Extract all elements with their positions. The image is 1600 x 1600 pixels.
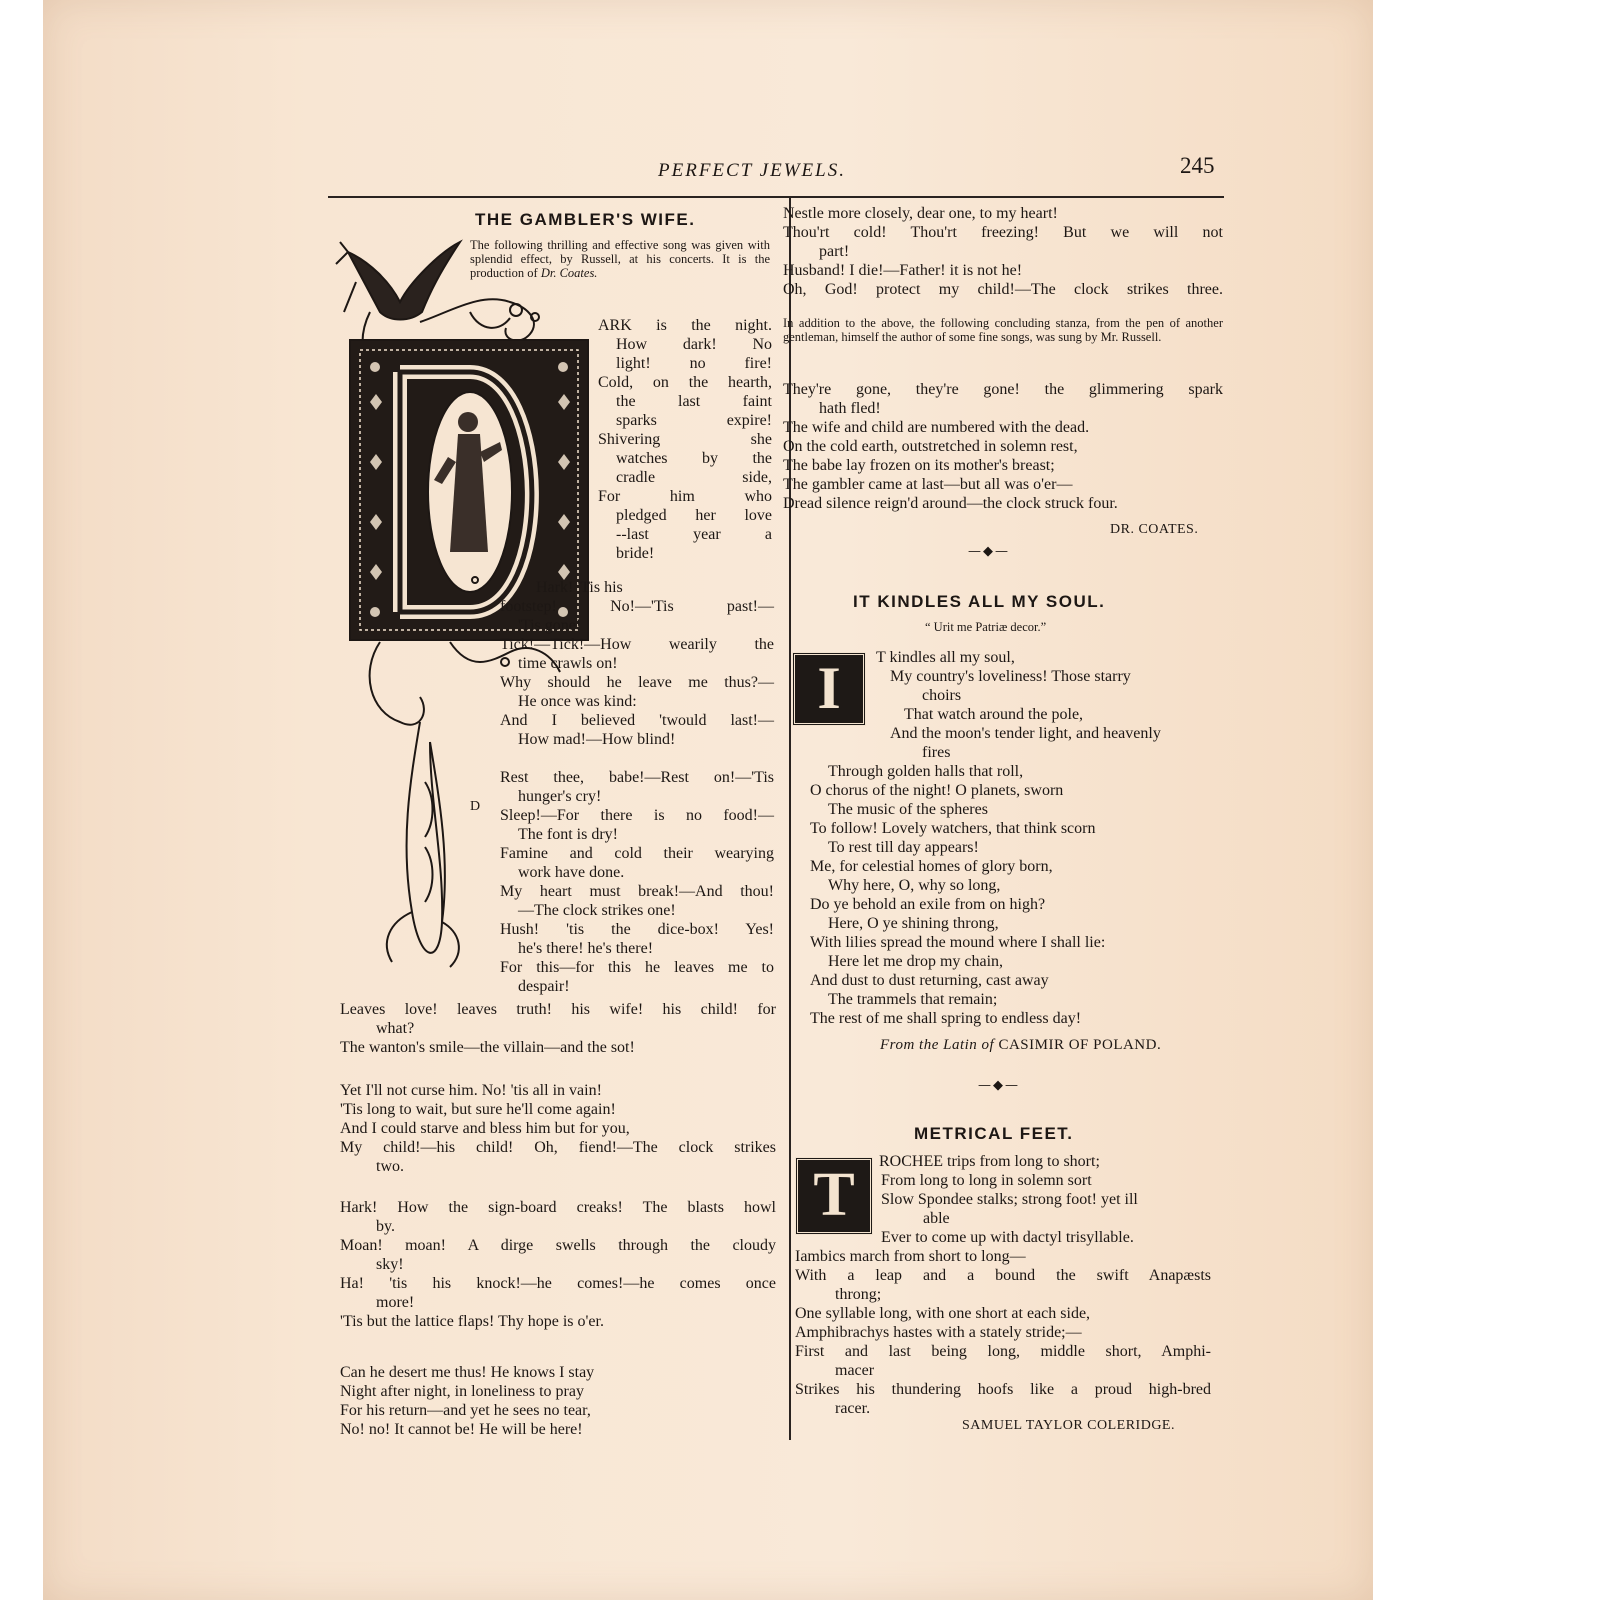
poem-line: by. — [376, 1218, 395, 1235]
poem-line: time crawls on! — [518, 655, 618, 672]
poem-line: The trammels that remain; — [828, 991, 998, 1008]
poem-line: My heart must break!—And thou! — [500, 883, 774, 900]
poem-line: despair! — [518, 978, 570, 995]
poem-line: My country's loveliness! Those starry — [890, 668, 1131, 685]
poem-line: The font is dry! — [518, 826, 618, 843]
poem-line: From long to long in solemn sort — [881, 1172, 1092, 1189]
poem-line: Husband! I die!—Father! it is not he! — [783, 262, 1023, 279]
poem-line: Ha! 'tis his knock!—he comes!—he comes once — [340, 1275, 776, 1292]
poem-line: Moan! moan! A dirge swells through the cloudy — [340, 1237, 776, 1254]
poem-line: How dark! No — [616, 336, 772, 353]
poem-line: No! no! It cannot be! He will be here! — [340, 1421, 583, 1438]
kindles-title: IT KINDLES ALL MY SOUL. — [853, 592, 1106, 611]
poem-line: Hark! How the sign-board creaks! The blasts howl — [340, 1199, 776, 1216]
poem-line: How mad!—How blind! — [518, 731, 676, 748]
poem-line: And I believed 'twould last!— — [500, 712, 774, 729]
gamblers-stanza-6 — [340, 1363, 776, 1439]
gamblers-stanza-2 — [500, 578, 774, 749]
poem-line: On the cold earth, outstretched in solemn rest, — [783, 438, 1078, 455]
header-rule — [328, 196, 1224, 198]
poem-line: And I could starve and bless him but for you, — [340, 1120, 630, 1137]
poem-line: That watch around the pole, — [904, 706, 1084, 723]
poem-line: And dust to dust returning, cast away — [810, 972, 1049, 989]
poem-line: part! — [819, 243, 850, 260]
poem-line: Ever to come up with dactyl trisyllable. — [881, 1229, 1134, 1246]
poem-line: And the moon's tender light, and heavenly — [890, 725, 1161, 742]
poem-line: what? — [376, 1020, 415, 1037]
poem-line: footstep! No!—'Tis past!— — [500, 598, 774, 615]
gamblers-stanza-4 — [340, 1081, 776, 1176]
kindles-poem — [792, 648, 1232, 1028]
metrical-poem — [795, 1152, 1235, 1418]
poem-line: For him who — [598, 488, 772, 505]
poem-line: Hush! 'tis the dice-box! Yes! — [500, 921, 774, 938]
poem-line: Here let me drop my chain, — [828, 953, 1004, 970]
poem-line: They're gone, they're gone! the glimmering spark — [783, 381, 1223, 398]
poem-line: Dread silence reign'd around—the clock struck four. — [783, 495, 1118, 512]
poem-line: —The clock strikes one! — [518, 902, 676, 919]
section-ornament-2: —◆— — [978, 1078, 1020, 1093]
poem-line: Nestle more closely, dear one, to my heart! — [783, 205, 1058, 222]
poem-line: The rest of me shall spring to endless day! — [810, 1010, 1082, 1027]
kindles-credit-prefix: From the Latin of — [880, 1037, 995, 1053]
poem-line: Famine and cold their wearying — [500, 845, 774, 862]
poem-line: Slow Spondee stalks; strong foot! yet ill — [881, 1191, 1138, 1208]
poem-line: able — [923, 1210, 950, 1227]
poem-line: ARK is the night. — [598, 317, 772, 334]
kindles-credit — [880, 1037, 1161, 1054]
poem-line: For his return—and yet he sees no tear, — [340, 1402, 591, 1419]
poem-line: Through golden halls that roll, — [828, 763, 1024, 780]
gamblers-stanza-3 — [500, 768, 774, 996]
poem-line: pledged her love — [616, 507, 772, 524]
gamblers-stanza-8 — [783, 380, 1223, 513]
poem-line: T kindles all my soul, — [876, 649, 1015, 666]
poem-line: --last year a — [616, 526, 772, 543]
poem-line: The babe lay frozen on its mother's breast; — [783, 457, 1055, 474]
kindles-credit-name: CASIMIR OF POLAND. — [998, 1037, 1162, 1053]
poem-line: Iambics march from short to long— — [795, 1248, 1026, 1265]
poem-line: fires — [922, 744, 951, 761]
poem-line: throng; — [835, 1286, 882, 1303]
poem-line: bride! — [616, 545, 655, 562]
poem-line: He once was kind: — [518, 693, 637, 710]
poem-line: For this—for this he leaves me to — [500, 959, 774, 976]
poem-line: 'Tis gone! — [518, 617, 582, 634]
poem-line: ROCHEE trips from long to short; — [879, 1153, 1100, 1170]
poem-line: The wife and child are numbered with the dead. — [783, 419, 1090, 436]
poem-line: sky! — [376, 1256, 404, 1273]
poem-line: cradle side, — [616, 469, 772, 486]
intro-author: Dr. Coates. — [540, 266, 598, 280]
metrical-signature: SAMUEL TAYLOR COLERIDGE. — [962, 1418, 1175, 1433]
poem-line: Yet I'll not curse him. No! 'tis all in vain! — [340, 1082, 602, 1099]
metrical-title: METRICAL FEET. — [914, 1124, 1074, 1143]
gamblers-stanza-5 — [340, 1198, 776, 1331]
poem-line: To follow! Lovely watchers, that think scorn — [810, 820, 1096, 837]
gamblers-signature: DR. COATES. — [1110, 522, 1199, 537]
poem-line: Why here, O, why so long, — [828, 877, 1001, 894]
poem-line: light! no fire! — [616, 355, 772, 372]
gamblers-wife-title: THE GAMBLER'S WIFE. — [475, 210, 696, 229]
poem-line: Sleep!—For there is no food!— — [500, 807, 774, 824]
kindles-drop-cap: I — [792, 652, 866, 726]
poem-line: Night after night, in loneliness to pray — [340, 1383, 584, 1400]
intro-text: The following thrilling and effective song was given with splendid effect, by Russell, at his concerts. It is the production of — [470, 238, 770, 280]
poem-line: hath fled! — [819, 400, 881, 417]
page-number: 245 — [1180, 153, 1215, 178]
metrical-drop-cap: T — [795, 1157, 873, 1235]
poem-line: 'Tis long to wait, but sure he'll come again! — [340, 1101, 616, 1118]
poem-line: With lilies spread the mound where I shall lie: — [810, 934, 1106, 951]
poem-line: Amphibrachys hastes with a stately stride;— — [795, 1324, 1082, 1341]
poem-line: racer. — [835, 1400, 871, 1417]
poem-line: My child!—his child! Oh, fiend!—The clock strikes — [340, 1139, 776, 1156]
poem-line: more! — [376, 1294, 415, 1311]
poem-line: hunger's cry! — [518, 788, 602, 805]
poem-line: The gambler came at last—but all was o'er— — [783, 476, 1073, 493]
poem-line: Do ye behold an exile from on high? — [810, 896, 1046, 913]
poem-line: The wanton's smile—the villain—and the sot! — [340, 1039, 635, 1056]
poem-line: 'Tis but the lattice flaps! Thy hope is o'er. — [340, 1313, 604, 1330]
poem-line: First and last being long, middle short, Amphi- — [795, 1343, 1211, 1360]
section-ornament-1: —◆— — [968, 544, 1010, 559]
poem-line: With a leap and a bound the swift Anapæsts — [795, 1267, 1211, 1284]
gamblers-stanza-1 — [598, 316, 772, 563]
poem-line: Here, O ye shining throng, — [828, 915, 999, 932]
poem-line: choirs — [922, 687, 962, 704]
poem-line: The music of the spheres — [828, 801, 988, 818]
poem-line: watches by the — [616, 450, 772, 467]
gamblers-addendum-note: In addition to the above, the following concluding stanza, from the pen of another gentleman, himself the author of some fine songs, was sung by Mr. Russell. — [783, 316, 1223, 344]
poem-line: work have done. — [518, 864, 625, 881]
gamblers-stanza-7 — [783, 204, 1223, 299]
poem-line: Hark! 'Tis his — [536, 579, 623, 596]
poem-line: Shivering she — [598, 431, 772, 448]
poem-line: Leaves love! leaves truth! his wife! his child! for — [340, 1001, 776, 1018]
poem-line: two. — [376, 1158, 404, 1175]
poem-line: Me, for celestial homes of glory born, — [810, 858, 1053, 875]
drop-cap-letter: D — [470, 799, 481, 814]
poem-line: Rest thee, babe!—Rest on!—'Tis — [500, 769, 774, 786]
gamblers-stanza-3-overflow — [340, 1000, 776, 1057]
poem-line: Tick!—Tick!—How wearily the — [500, 636, 774, 653]
poem-line: One syllable long, with one short at each side, — [795, 1305, 1091, 1322]
poem-line: Strikes his thundering hoofs like a proud high-bred — [795, 1381, 1211, 1398]
poem-line: To rest till day appears! — [828, 839, 979, 856]
poem-line: macer — [835, 1362, 875, 1379]
poem-line: Why should he leave me thus?— — [500, 674, 774, 691]
poem-line: O chorus of the night! O planets, sworn — [810, 782, 1064, 799]
poem-line: he's there! he's there! — [518, 940, 654, 957]
poem-line: Can he desert me thus! He knows I stay — [340, 1364, 595, 1381]
kindles-epigraph: “ Urit me Patriæ decor.” — [925, 620, 1047, 634]
running-title: PERFECT JEWELS. — [658, 160, 846, 181]
poem-line: Thou'rt cold! Thou'rt freezing! But we will not — [783, 224, 1223, 241]
poem-line: Cold, on the hearth, — [598, 374, 772, 391]
poem-line: Oh, God! protect my child!—The clock strikes three. — [783, 281, 1223, 298]
poem-line: the last faint — [616, 393, 772, 410]
poem-line: sparks expire! — [616, 412, 772, 429]
